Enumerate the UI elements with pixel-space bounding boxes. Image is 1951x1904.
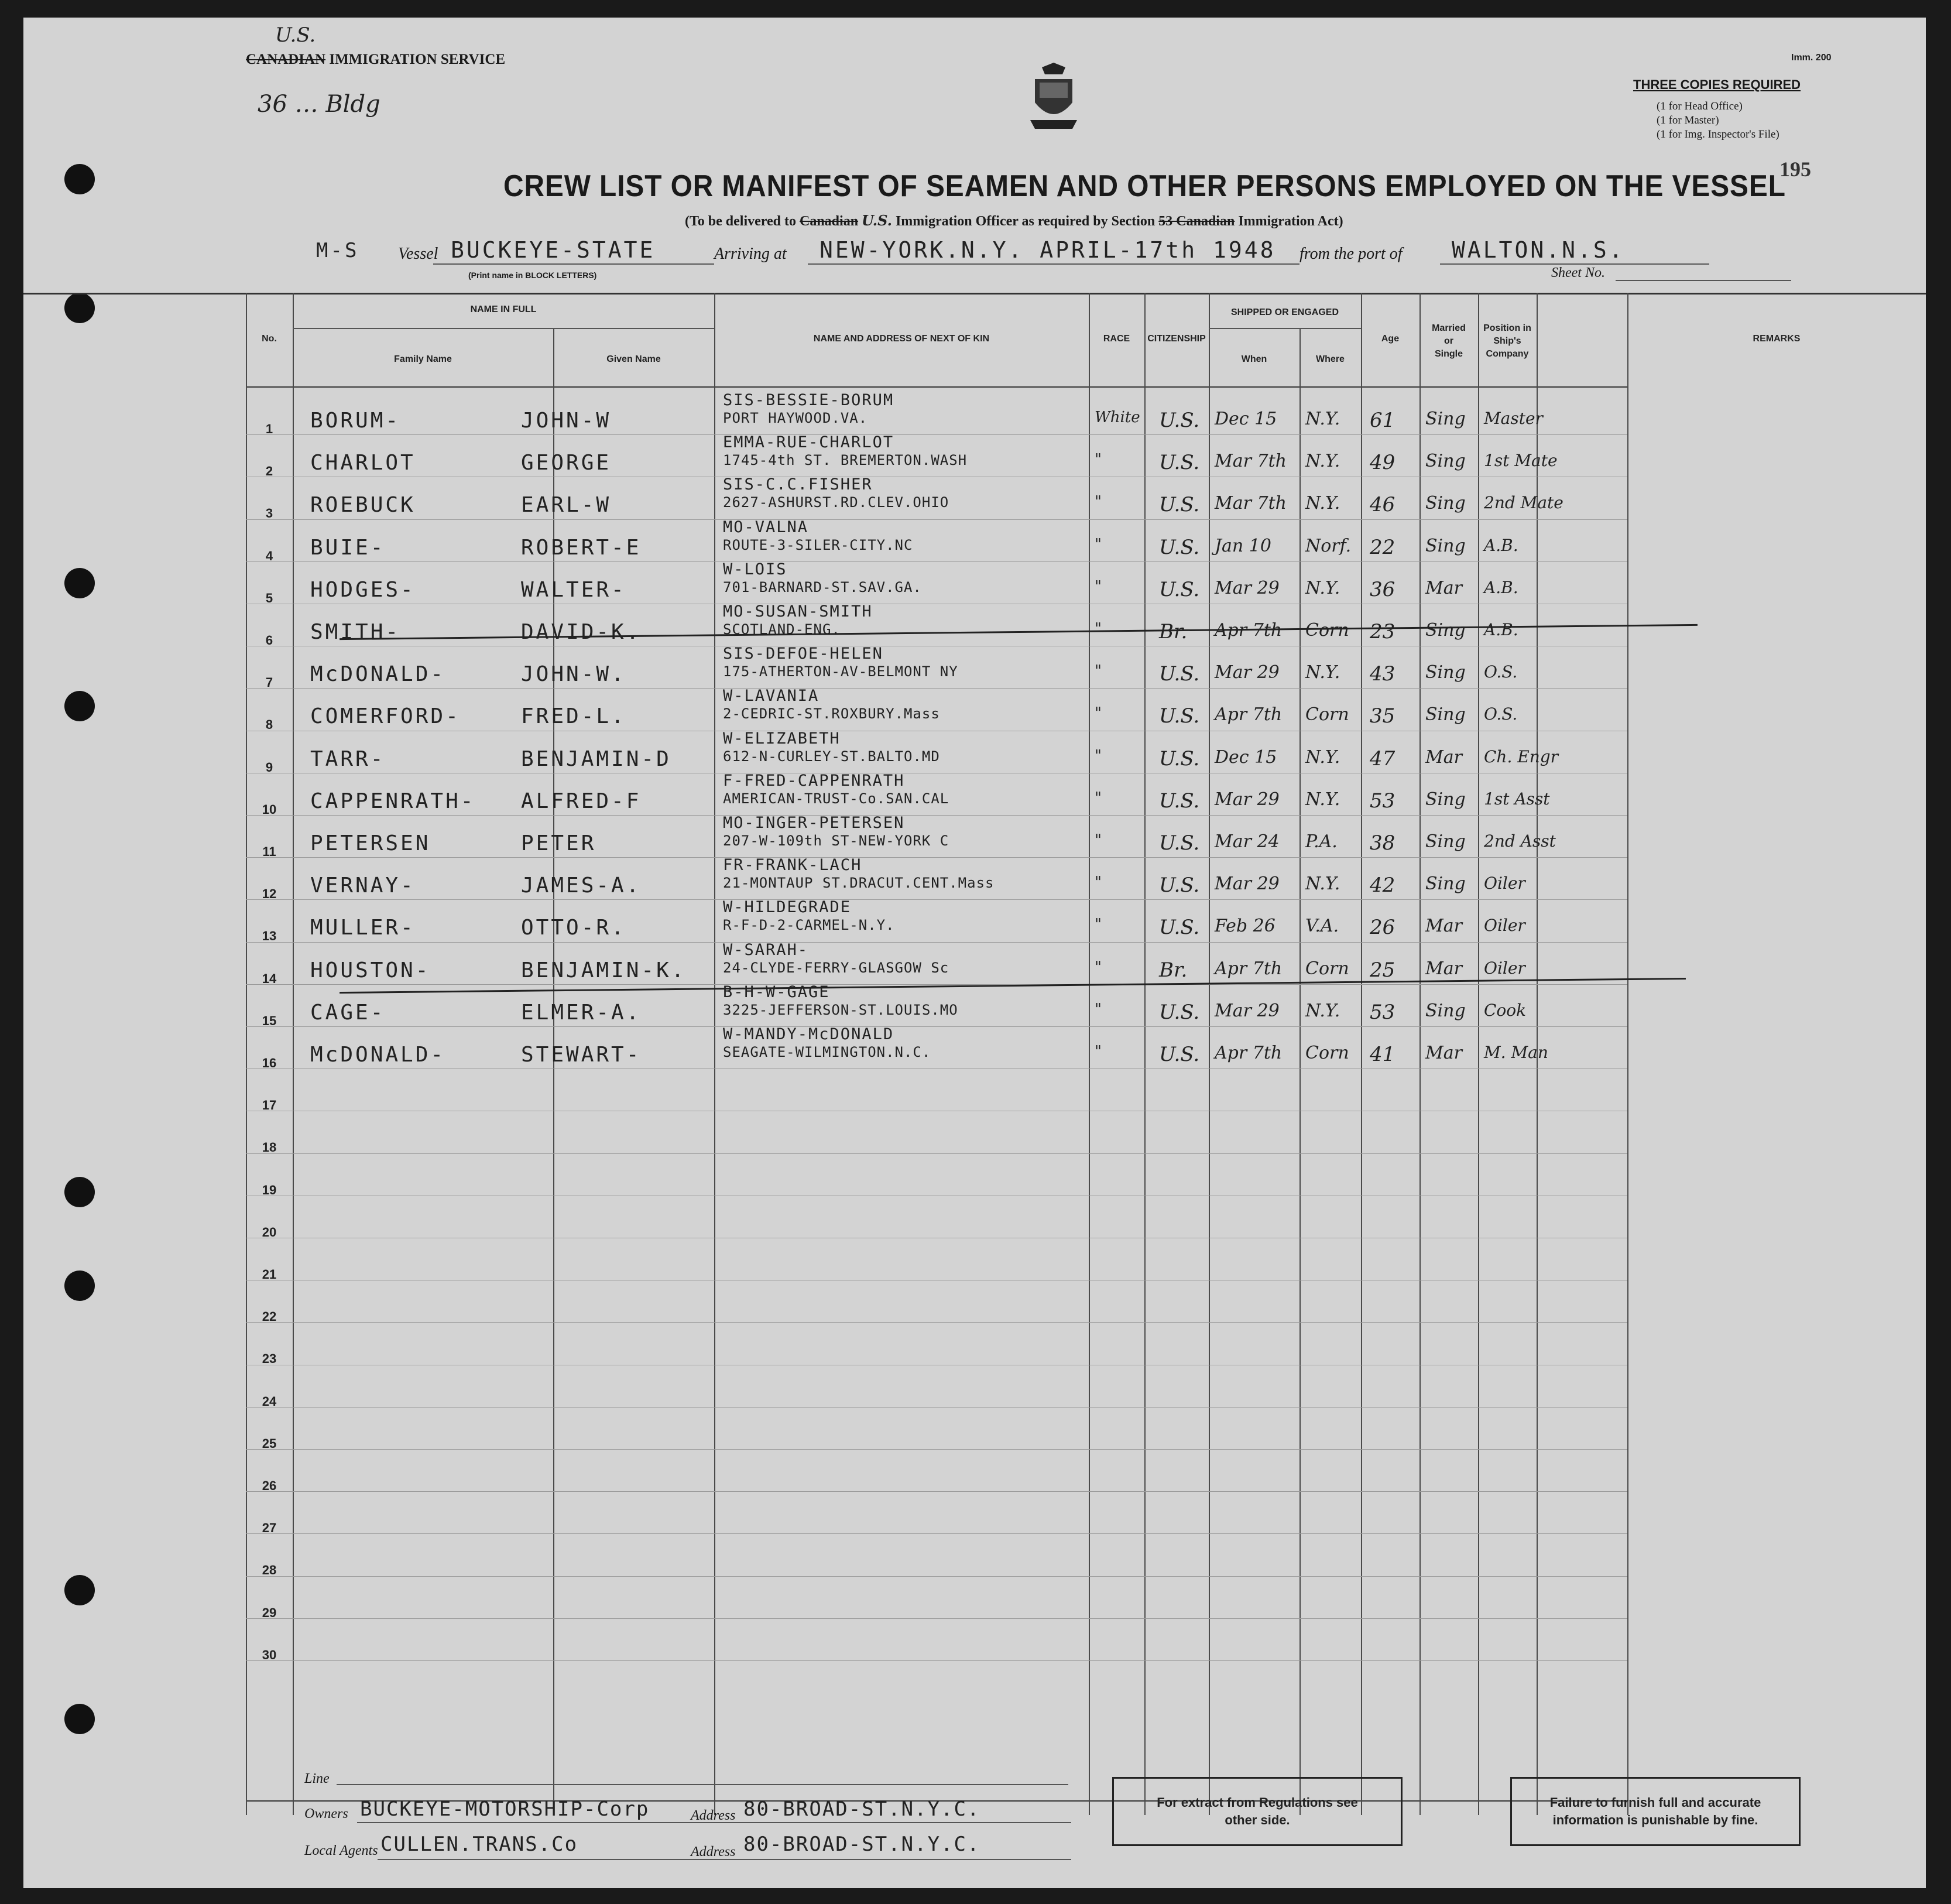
cell-cit: U.S. — [1159, 451, 1200, 475]
col-given-name: Given Name — [606, 354, 661, 364]
punch-hole — [64, 1575, 95, 1605]
cell-kin-name: SIS-DEFOE-HELEN — [723, 645, 883, 663]
cell-given: DAVID-K. — [521, 620, 642, 644]
cell-race: " — [1095, 620, 1102, 638]
line-label: Line — [304, 1771, 330, 1786]
cell-age: 41 — [1370, 1043, 1395, 1066]
from-port-label: from the port of — [1299, 245, 1403, 263]
cell-where: P.A. — [1305, 831, 1338, 852]
cell-kin-name: F-FRED-CAPPENRATH — [723, 771, 905, 790]
row-number: 1 — [265, 422, 273, 436]
cell-given: PETER — [521, 831, 596, 855]
cell-cit: U.S. — [1159, 535, 1200, 559]
cell-ms: Mar — [1425, 746, 1462, 768]
cell-race: " — [1095, 1043, 1102, 1060]
cell-ms: Sing — [1425, 662, 1466, 683]
cell-when: Apr 7th — [1215, 704, 1283, 725]
row-number: 25 — [262, 1436, 277, 1451]
row-rule — [246, 561, 1627, 562]
cell-age: 23 — [1370, 620, 1395, 643]
cell-ms: Mar — [1425, 958, 1462, 979]
cell-where: N.Y. — [1305, 1000, 1340, 1021]
cell-when: Mar 24 — [1215, 831, 1280, 852]
cell-age: 43 — [1370, 662, 1395, 686]
cell-age: 36 — [1370, 577, 1395, 601]
cell-age: 22 — [1370, 535, 1395, 559]
row-number: 10 — [262, 802, 277, 817]
row-number: 23 — [262, 1351, 277, 1367]
cell-family: BUIE- — [310, 535, 386, 560]
page-title: CREW LIST OR MANIFEST OF SEAMEN AND OTHER PERSONS EMPLOYED ON THE VESSEL — [503, 169, 1786, 203]
row-number: 21 — [262, 1267, 277, 1282]
cell-given: JAMES-A. — [521, 874, 642, 898]
punch-hole — [64, 1704, 95, 1734]
cell-when: Jan 10 — [1215, 535, 1271, 556]
cell-ms: Sing — [1425, 874, 1466, 895]
cell-race: " — [1095, 958, 1102, 976]
vessel-name: BUCKEYE-STATE — [451, 237, 656, 263]
owners-label: Owners — [304, 1806, 348, 1821]
row-rule — [246, 1491, 1627, 1492]
cell-when: Mar 29 — [1215, 577, 1280, 598]
sheet-no-underline — [1616, 280, 1791, 281]
row-number: 6 — [265, 633, 273, 648]
arrival-underline — [808, 263, 1299, 265]
cell-when: Mar 29 — [1215, 1000, 1280, 1021]
row-rule — [246, 984, 1627, 985]
row-number: 14 — [262, 971, 277, 986]
row-number: 2 — [265, 464, 273, 479]
cell-kin-address: R-F-D-2-CARMEL-N.Y. — [723, 917, 895, 934]
row-number: 20 — [262, 1224, 277, 1239]
cell-cit: U.S. — [1159, 916, 1200, 940]
cell-cit: U.S. — [1159, 577, 1200, 601]
cell-cit: Br. — [1159, 620, 1188, 643]
cell-ms: Sing — [1425, 789, 1466, 810]
cell-cit: U.S. — [1159, 1000, 1200, 1024]
row-number: 18 — [262, 1140, 277, 1155]
cell-cit: Br. — [1159, 958, 1188, 982]
col-position: Position in Ship's Company — [1483, 323, 1531, 359]
cell-where: N.Y. — [1305, 451, 1340, 472]
cell-when: Mar 7th — [1215, 451, 1287, 472]
cell-pos: Oiler — [1484, 874, 1525, 893]
cell-family: McDONALD- — [310, 662, 446, 687]
table-top-rule — [23, 293, 1926, 294]
cell-pos: M. Man — [1484, 1043, 1548, 1062]
cell-race: " — [1095, 916, 1102, 934]
row-number: 30 — [262, 1647, 277, 1662]
cell-cit: U.S. — [1159, 789, 1200, 813]
cell-kin-name: FR-FRANK-LACH — [723, 856, 862, 875]
cell-ms: Sing — [1425, 1000, 1466, 1021]
cell-pos: 1st Mate — [1484, 451, 1558, 471]
row-rule — [246, 1576, 1627, 1577]
cell-ms: Sing — [1425, 704, 1466, 725]
cell-given: ALFRED-F — [521, 789, 642, 813]
row-rule — [246, 1449, 1627, 1450]
departure-port: WALTON.N.S. — [1452, 237, 1625, 263]
punch-hole — [64, 164, 95, 194]
row-number: 26 — [262, 1478, 277, 1493]
row-number: 9 — [265, 759, 273, 775]
cell-kin-address: 24-CLYDE-FERRY-GLASGOW Sc — [723, 959, 949, 976]
cell-family: McDONALD- — [310, 1043, 446, 1067]
row-number: 28 — [262, 1563, 277, 1578]
cell-race: " — [1095, 874, 1102, 892]
cell-when: Mar 7th — [1215, 493, 1287, 514]
cell-age: 38 — [1370, 831, 1395, 855]
cell-kin-address: SCOTLAND-ENG. — [723, 621, 841, 638]
cell-when: Mar 29 — [1215, 874, 1280, 895]
cell-family: COMERFORD- — [310, 704, 461, 729]
cell-race: " — [1095, 577, 1102, 595]
cell-cit: U.S. — [1159, 704, 1200, 728]
cell-pos: Cook — [1484, 1000, 1527, 1020]
vessel-label: Vessel — [398, 245, 438, 263]
cell-race: " — [1095, 704, 1102, 722]
cell-family: BORUM- — [310, 409, 401, 433]
cell-age: 35 — [1370, 704, 1395, 728]
cell-where: Corn — [1305, 704, 1349, 725]
cell-given: FRED-L. — [521, 704, 626, 729]
cell-family: PETERSEN — [310, 831, 431, 855]
cell-pos: 1st Asst — [1484, 789, 1550, 809]
cell-pos: O.S. — [1484, 704, 1518, 724]
cell-when: Apr 7th — [1215, 620, 1283, 641]
cell-kin-address: SEAGATE-WILMINGTON.N.C. — [723, 1044, 931, 1060]
cell-age: 26 — [1370, 916, 1395, 940]
cell-kin-name: SIS-BESSIE-BORUM — [723, 391, 894, 409]
row-rule — [246, 942, 1627, 943]
cell-where: Corn — [1305, 958, 1349, 979]
cell-when: Dec 15 — [1215, 409, 1277, 429]
cell-where: V.A. — [1305, 916, 1339, 937]
cell-race: " — [1095, 746, 1102, 765]
cell-when: Dec 15 — [1215, 746, 1277, 768]
cell-kin-name: MO-SUSAN-SMITH — [723, 602, 873, 621]
cell-given: WALTER- — [521, 577, 626, 602]
cell-kin-address: 2-CEDRIC-ST.ROXBURY.Mass — [723, 706, 940, 722]
owners-underline — [357, 1822, 1071, 1823]
vessel-underline — [433, 263, 714, 265]
cell-pos: Master — [1484, 409, 1543, 428]
cell-kin-name: W-ELIZABETH — [723, 729, 841, 748]
row-number: 22 — [262, 1309, 277, 1324]
col-when: When — [1241, 354, 1267, 364]
row-rule — [246, 434, 1627, 435]
cell-kin-address: 3225-JEFFERSON-ST.LOUIS.MO — [723, 1001, 958, 1018]
cell-given: ROBERT-E — [521, 535, 642, 560]
cell-where: Corn — [1305, 1043, 1349, 1063]
cell-age: 46 — [1370, 493, 1395, 517]
cell-kin-name: EMMA-RUE-CHARLOT — [723, 433, 894, 452]
name-group-rule — [293, 328, 714, 329]
row-number: 4 — [265, 548, 273, 563]
cell-kin-name: SIS-C.C.FISHER — [723, 475, 873, 494]
cell-race: " — [1095, 662, 1102, 680]
cell-kin-address: 175-ATHERTON-AV-BELMONT NY — [723, 663, 958, 680]
arrival-port: NEW-YORK.N.Y. APRIL-17th 1948 — [820, 237, 1276, 263]
cell-given: EARL-W — [521, 493, 612, 518]
owners-address-label: Address — [691, 1808, 736, 1823]
cell-cit: U.S. — [1159, 874, 1200, 898]
cell-kin-address: 701-BARNARD-ST.SAV.GA. — [723, 578, 922, 595]
cell-kin-address: 1745-4th ST. BREMERTON.WASH — [723, 452, 968, 469]
cell-age: 42 — [1370, 874, 1395, 898]
cell-family: HOUSTON- — [310, 958, 431, 982]
punch-hole — [64, 1177, 95, 1207]
cell-family: CAPPENRATH- — [310, 789, 476, 813]
cell-family: CHARLOT — [310, 451, 416, 475]
cell-ms: Sing — [1425, 451, 1466, 472]
cell-where: N.Y. — [1305, 409, 1340, 429]
punch-hole — [64, 691, 95, 721]
cell-given: BENJAMIN-K. — [521, 958, 687, 982]
row-rule — [246, 1660, 1627, 1661]
cell-ms: Sing — [1425, 620, 1466, 641]
cell-where: N.Y. — [1305, 493, 1340, 514]
cell-age: 53 — [1370, 789, 1395, 813]
cell-when: Apr 7th — [1215, 958, 1283, 979]
cell-race: " — [1095, 1000, 1102, 1018]
cell-pos: Ch. Engr — [1484, 746, 1559, 766]
cell-race: " — [1095, 493, 1102, 511]
row-number: 3 — [265, 506, 273, 521]
cell-ms: Mar — [1425, 577, 1462, 598]
copies-required: THREE COPIES REQUIRED — [1633, 77, 1801, 92]
struck-canadian: CANADIAN — [246, 52, 326, 67]
row-number: 16 — [262, 1056, 277, 1070]
cell-cit: U.S. — [1159, 1043, 1200, 1066]
cell-given: ELMER-A. — [521, 1000, 642, 1025]
cell-age: 25 — [1370, 958, 1395, 982]
cell-given: OTTO-R. — [521, 916, 626, 940]
cell-kin-name: W-HILDEGRADE — [723, 898, 852, 917]
row-number: 29 — [262, 1605, 277, 1620]
sheet-no-label: Sheet No. — [1551, 265, 1605, 280]
cell-kin-name: MO-VALNA — [723, 518, 809, 536]
cell-race: White — [1095, 409, 1140, 426]
col-age: Age — [1381, 334, 1400, 344]
cell-family: HODGES- — [310, 577, 416, 602]
cell-cit: U.S. — [1159, 493, 1200, 517]
cell-cit: U.S. — [1159, 746, 1200, 770]
cell-age: 47 — [1370, 746, 1395, 770]
row-rule — [246, 688, 1627, 689]
row-rule — [246, 899, 1627, 900]
cell-where: Norf. — [1305, 535, 1352, 556]
owners-address: 80-BROAD-ST.N.Y.C. — [743, 1797, 980, 1821]
row-number: 24 — [262, 1393, 277, 1409]
cell-where: N.Y. — [1305, 746, 1340, 768]
cell-given: BENJAMIN-D — [521, 746, 671, 771]
cell-ms: Sing — [1425, 831, 1466, 852]
agents-address: 80-BROAD-ST.N.Y.C. — [743, 1833, 980, 1856]
cell-given: JOHN-W — [521, 409, 612, 433]
cell-kin-name: B-H-W-GAGE — [723, 982, 830, 1001]
cell-pos: 2nd Mate — [1484, 493, 1563, 513]
row-number: 17 — [262, 1098, 277, 1113]
row-number: 12 — [262, 886, 277, 902]
cell-pos: 2nd Asst — [1484, 831, 1556, 851]
col-race: RACE — [1103, 334, 1130, 344]
cell-race: " — [1095, 789, 1102, 807]
col-name-in-full: NAME IN FULL — [470, 304, 537, 314]
col-no: No. — [262, 334, 277, 344]
row-rule — [246, 1618, 1627, 1619]
cell-where: N.Y. — [1305, 577, 1340, 598]
row-number: 8 — [265, 717, 273, 732]
col-family-name: Family Name — [394, 354, 452, 364]
cell-pos: Oiler — [1484, 916, 1525, 936]
col-married: Married or Single — [1432, 323, 1466, 359]
sheet-serial: 195 — [1779, 157, 1811, 181]
departure-underline — [1440, 263, 1709, 265]
cell-kin-address: 21-MONTAUP ST.DRACUT.CENT.Mass — [723, 875, 995, 892]
owners-value: BUCKEYE-MOTORSHIP-Corp — [360, 1797, 650, 1821]
cell-where: N.Y. — [1305, 874, 1340, 895]
row-rule — [246, 519, 1627, 520]
cell-age: 53 — [1370, 1000, 1395, 1024]
cell-pos: A.B. — [1484, 620, 1518, 639]
cell-kin-address: 207-W-109th ST-NEW-YORK C — [723, 833, 949, 849]
cell-cit: U.S. — [1159, 831, 1200, 855]
cell-family: TARR- — [310, 746, 386, 771]
handwritten-note: 36 … Bldg — [258, 91, 380, 118]
agents-address-label: Address — [691, 1844, 736, 1860]
row-number: 7 — [265, 675, 273, 690]
service-heading: CANADIAN IMMIGRATION SERVICE — [246, 52, 506, 67]
cell-race: " — [1095, 831, 1102, 849]
cell-when: Apr 7th — [1215, 1043, 1283, 1063]
cell-kin-address: AMERICAN-TRUST-Co.SAN.CAL — [723, 790, 949, 807]
row-number: 11 — [262, 844, 276, 859]
cell-kin-address: 2627-ASHURST.RD.CLEV.OHIO — [723, 494, 949, 511]
col-where: Where — [1316, 354, 1345, 364]
cell-when: Mar 29 — [1215, 662, 1280, 683]
cell-family: VERNAY- — [310, 874, 416, 898]
vessel-name-hint: (Print name in BLOCK LETTERS) — [468, 270, 597, 280]
cell-given: JOHN-W. — [521, 662, 626, 687]
cell-kin-name: W-LAVANIA — [723, 687, 820, 706]
copies-list: (1 for Head Office) (1 for Master) (1 for Img. Inspector's File) — [1657, 100, 1779, 141]
cell-family: CAGE- — [310, 1000, 386, 1025]
row-rule — [246, 815, 1627, 816]
cell-kin-address: PORT HAYWOOD.VA. — [723, 410, 868, 426]
cell-race: " — [1095, 451, 1102, 469]
agents-underline — [378, 1859, 1071, 1860]
cell-kin-name: MO-INGER-PETERSEN — [723, 814, 905, 832]
row-rule — [246, 1322, 1627, 1323]
row-number: 5 — [265, 590, 273, 605]
cell-where: N.Y. — [1305, 789, 1340, 810]
cell-ms: Mar — [1425, 1043, 1462, 1063]
handwritten-us: U.S. — [275, 23, 316, 47]
cell-ms: Sing — [1425, 493, 1466, 514]
cell-age: 49 — [1370, 451, 1395, 475]
regulations-box: For extract from Regulations see other side. — [1112, 1777, 1403, 1846]
line-underline — [337, 1784, 1068, 1785]
row-rule — [246, 1533, 1627, 1534]
cell-cit: U.S. — [1159, 409, 1200, 432]
row-rule — [246, 1153, 1627, 1154]
cell-cit: U.S. — [1159, 662, 1200, 686]
cell-race: " — [1095, 535, 1102, 553]
col-next-of-kin: NAME AND ADDRESS OF NEXT OF KIN — [813, 334, 990, 344]
cell-kin-address: ROUTE-3-SILER-CITY.NC — [723, 536, 913, 553]
cell-ms: Sing — [1425, 409, 1466, 429]
cell-when: Mar 29 — [1215, 789, 1280, 810]
punch-hole — [64, 293, 95, 323]
cell-when: Feb 26 — [1215, 916, 1275, 937]
cell-family: ROEBUCK — [310, 493, 416, 518]
cell-age: 61 — [1370, 409, 1395, 432]
vessel-type: M-S — [316, 239, 359, 262]
punch-hole — [64, 1271, 95, 1301]
manifest-page — [23, 18, 1926, 1888]
cell-where: Corn — [1305, 620, 1349, 641]
row-number: 15 — [262, 1013, 277, 1028]
col-remarks: REMARKS — [1753, 334, 1801, 344]
cell-family: SMITH- — [310, 620, 401, 644]
cell-given: STEWART- — [521, 1043, 642, 1067]
row-rule — [246, 1407, 1627, 1408]
cell-kin-address: 612-N-CURLEY-ST.BALTO.MD — [723, 748, 940, 765]
cell-kin-name: W-SARAH- — [723, 940, 809, 959]
row-number: 19 — [262, 1182, 277, 1197]
arriving-label: Arriving at — [714, 245, 787, 263]
col-shipped: SHIPPED OR ENGAGED — [1230, 307, 1339, 317]
cell-family: MULLER- — [310, 916, 416, 940]
cell-kin-name: W-MANDY-McDONALD — [723, 1025, 894, 1043]
col-citizenship: CITIZENSHIP — [1147, 334, 1206, 344]
agents-value: CULLEN.TRANS.Co — [380, 1833, 578, 1856]
failure-warning-box: Failure to furnish full and accurate information is punishable by fine. — [1510, 1777, 1801, 1846]
row-number: 13 — [262, 929, 277, 944]
cell-where: N.Y. — [1305, 662, 1340, 683]
cell-given: GEORGE — [521, 451, 612, 475]
coat-of-arms-icon — [1024, 61, 1083, 132]
row-rule — [246, 1026, 1627, 1027]
row-rule — [246, 857, 1627, 858]
cell-pos: O.S. — [1484, 662, 1518, 682]
cell-kin-name: W-LOIS — [723, 560, 787, 578]
agents-label: Local Agents — [304, 1843, 378, 1858]
cell-pos: A.B. — [1484, 535, 1518, 555]
cell-pos: Oiler — [1484, 958, 1525, 978]
delivery-note: (To be delivered to Canadian U.S. Immigration Officer as required by Section 53 Canadian Immigration Act) — [685, 212, 1343, 229]
punch-hole — [64, 568, 95, 598]
cell-pos: A.B. — [1484, 577, 1518, 597]
form-number: Imm. 200 — [1791, 53, 1832, 63]
shipped-group-rule — [1209, 328, 1361, 329]
cell-ms: Sing — [1425, 535, 1466, 556]
row-number: 27 — [262, 1521, 277, 1536]
cell-ms: Mar — [1425, 916, 1462, 937]
